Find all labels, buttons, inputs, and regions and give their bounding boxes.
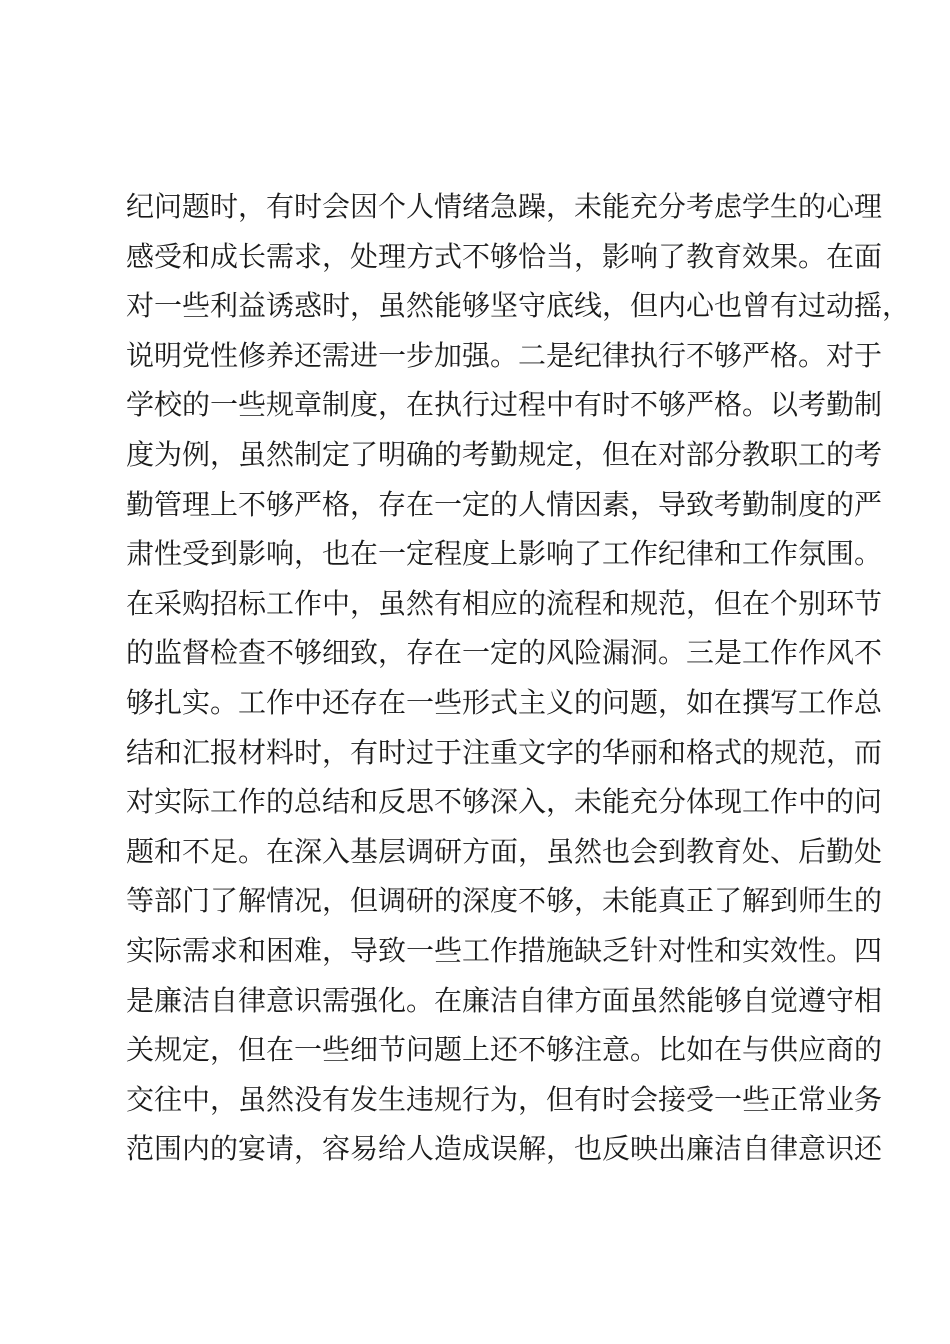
text-line: 的监督检查不够细致，存在一定的风险漏洞。三是工作作风不 <box>126 636 883 670</box>
text-line: 勤管理上不够严格，存在一定的人情因素，导致考勤制度的严 <box>126 487 883 521</box>
text-line: 在采购招标工作中，虽然有相应的流程和规范，但在个别环节 <box>126 586 883 620</box>
text-line: 度为例，虽然制定了明确的考勤规定，但在对部分教职工的考 <box>126 437 883 471</box>
body-text <box>126 182 911 1174</box>
text-line: 感受和成长需求，处理方式不够恰当，影响了教育效果。在面 <box>126 239 883 273</box>
text-line: 实际需求和困难，导致一些工作措施缺乏针对性和实效性。四 <box>126 933 883 967</box>
text-line: 说明党性修养还需进一步加强。二是纪律执行不够严格。对于 <box>126 338 883 372</box>
text-line: 纪问题时，有时会因个人情绪急躁，未能充分考虑学生的心理 <box>126 190 883 223</box>
text-line: 范围内的宴请，容易给人造成误解，也反映出廉洁自律意识还 <box>126 1132 883 1166</box>
text-line: 交往中，虽然没有发生违规行为，但有时会接受一些正常业务 <box>126 1082 883 1116</box>
text-line: 是廉洁自律意识需强化。在廉洁自律方面虽然能够自觉遵守相 <box>126 983 883 1017</box>
text-line: 关规定，但在一些细节问题上还不够注意。比如在与供应商的 <box>126 1033 883 1067</box>
text-line: 学校的一些规章制度，在执行过程中有时不够严格。以考勤制 <box>126 388 883 422</box>
text-line: 结和汇报材料时，有时过于注重文字的华丽和格式的规范，而 <box>126 735 883 769</box>
text-line: 对实际工作的总结和反思不够深入，未能充分体现工作中的问 <box>126 785 883 819</box>
text-line: 肃性受到影响，也在一定程度上影响了工作纪律和工作氛围。 <box>126 537 883 571</box>
text-line: 对一些利益诱惑时，虽然能够坚守底线，但内心也曾有过动摇， <box>126 289 911 323</box>
text-line: 题和不足。在深入基层调研方面，虽然也会到教育处、后勤处 <box>126 834 883 868</box>
text-line: 够扎实。工作中还存在一些形式主义的问题，如在撰写工作总 <box>126 685 883 719</box>
text-line: 等部门了解情况，但调研的深度不够，未能真正了解到师生的 <box>126 884 883 918</box>
